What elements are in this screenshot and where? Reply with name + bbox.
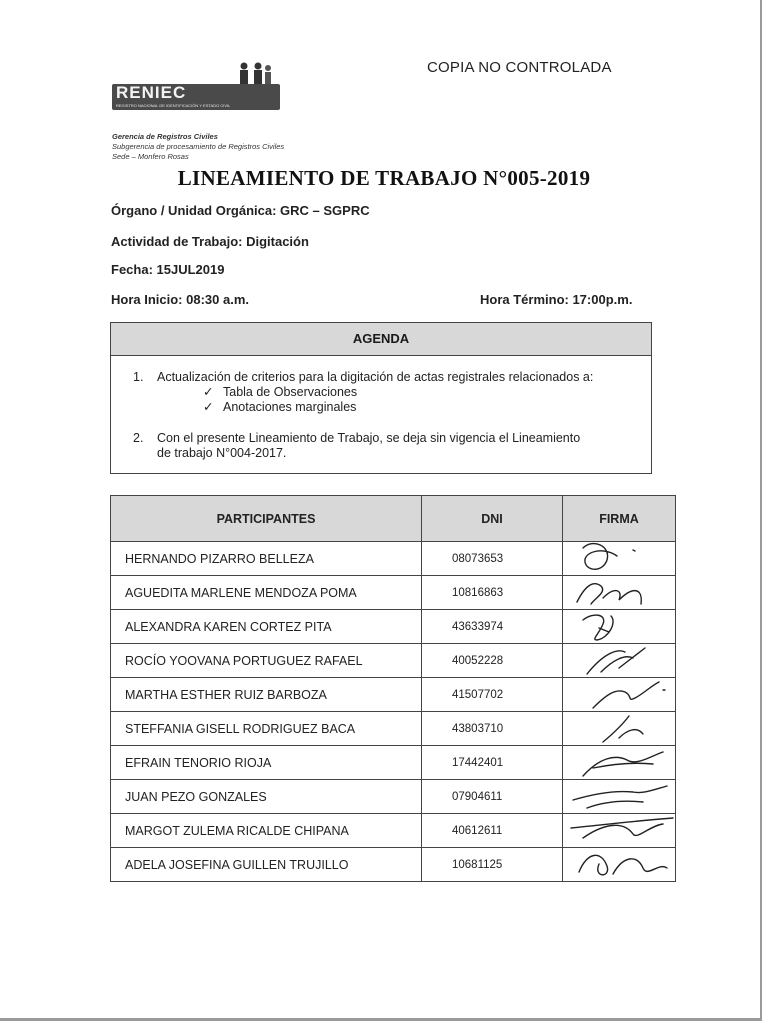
agenda-check-1 (203, 384, 357, 399)
participant-dni: 40612611 (422, 814, 563, 848)
logo-figures-icon (234, 62, 282, 84)
logo-subtitle: REGISTRO NACIONAL DE IDENTIFICACIÓN Y ESTADO CIVIL (116, 103, 231, 108)
check-text: Anotaciones marginales (223, 400, 357, 414)
participant-signature (563, 678, 676, 712)
table-row (111, 542, 676, 576)
hora-inicio-field: Hora Inicio: 08:30 a.m. (111, 292, 249, 307)
agenda-heading: AGENDA (111, 323, 651, 356)
actividad-field: Actividad de Trabajo: Digitación (111, 234, 309, 249)
table-row (111, 746, 676, 780)
table-row (111, 576, 676, 610)
reniec-logo (112, 62, 282, 114)
participant-name: ADELA JOSEFINA GUILLEN TRUJILLO (111, 848, 422, 882)
signature-scribble-icon (563, 576, 675, 609)
participant-name: STEFFANIA GISELL RODRIGUEZ BACA (111, 712, 422, 746)
agenda-item-text: Actualización de criterios para la digitación de actas registrales relacionados a: (157, 370, 594, 384)
participant-dni: 43803710 (422, 712, 563, 746)
participant-signature (563, 848, 676, 882)
participant-dni: 43633974 (422, 610, 563, 644)
table-row (111, 644, 676, 678)
participant-signature (563, 814, 676, 848)
participant-name: AGUEDITA MARLENE MENDOZA POMA (111, 576, 422, 610)
signature-scribble-icon (563, 814, 675, 847)
table-row (111, 780, 676, 814)
agenda-box (110, 322, 652, 474)
participants-table (110, 495, 676, 882)
participant-name: MARTHA ESTHER RUIZ BARBOZA (111, 678, 422, 712)
participant-signature (563, 542, 676, 576)
participant-dni: 41507702 (422, 678, 563, 712)
header-firma: FIRMA (563, 496, 676, 542)
table-row (111, 848, 676, 882)
checkmark-icon: ✓ (203, 385, 214, 399)
signature-scribble-icon (563, 542, 675, 575)
participant-name: MARGOT ZULEMA RICALDE CHIPANA (111, 814, 422, 848)
fecha-field: Fecha: 15JUL2019 (111, 262, 225, 277)
agenda-item-text: Con el presente Lineamiento de Trabajo, se deja sin vigencia el Lineamiento (157, 431, 581, 445)
sede-line: Sede – Monfero Rosas (112, 152, 189, 161)
table-row (111, 814, 676, 848)
signature-scribble-icon (563, 644, 675, 677)
participant-signature (563, 644, 676, 678)
header-participantes: PARTICIPANTES (111, 496, 422, 542)
participant-dni: 10816863 (422, 576, 563, 610)
logo-wordmark: RENIEC (116, 83, 187, 102)
participant-name: HERNANDO PIZARRO BELLEZA (111, 542, 422, 576)
checkmark-icon: ✓ (203, 400, 214, 414)
participant-signature (563, 746, 676, 780)
agenda-item-text: de trabajo N°004-2017. (157, 446, 287, 460)
participant-dni: 40052228 (422, 644, 563, 678)
participant-dni: 08073653 (422, 542, 563, 576)
participant-signature (563, 576, 676, 610)
participant-dni: 07904611 (422, 780, 563, 814)
participant-name: ROCÍO YOOVANA PORTUGUEZ RAFAEL (111, 644, 422, 678)
document-title: LINEAMIENTO DE TRABAJO N°005-2019 (177, 166, 591, 190)
participant-dni: 10681125 (422, 848, 563, 882)
participant-name: ALEXANDRA KAREN CORTEZ PITA (111, 610, 422, 644)
gerencia-line: Gerencia de Registros Civiles (112, 132, 218, 141)
check-text: Tabla de Observaciones (223, 385, 358, 399)
signature-scribble-icon (563, 678, 675, 711)
agenda-item-number: 1. (133, 370, 144, 384)
agenda-item-number: 2. (133, 431, 144, 445)
participant-signature (563, 712, 676, 746)
signature-scribble-icon (563, 848, 675, 881)
table-row (111, 610, 676, 644)
hora-termino-field: Hora Término: 17:00p.m. (480, 292, 633, 307)
agenda-check-2 (203, 399, 356, 414)
signature-scribble-icon (563, 780, 675, 813)
signature-scribble-icon (563, 746, 675, 779)
participant-signature (563, 610, 676, 644)
participant-signature (563, 780, 676, 814)
table-row (111, 678, 676, 712)
participant-name: EFRAIN TENORIO RIOJA (111, 746, 422, 780)
table-row (111, 712, 676, 746)
table-header-row (111, 496, 676, 542)
signature-scribble-icon (563, 712, 675, 745)
office-info (112, 132, 284, 162)
participant-dni: 17442401 (422, 746, 563, 780)
subgerencia-line: Subgerencia de procesamiento de Registros Civiles (112, 142, 285, 151)
signature-scribble-icon (563, 610, 675, 643)
uncontrolled-copy-label: COPIA NO CONTROLADA (427, 59, 612, 76)
header-dni: DNI (422, 496, 563, 542)
organo-field: Órgano / Unidad Orgánica: GRC – SGPRC (111, 203, 370, 218)
participant-name: JUAN PEZO GONZALES (111, 780, 422, 814)
